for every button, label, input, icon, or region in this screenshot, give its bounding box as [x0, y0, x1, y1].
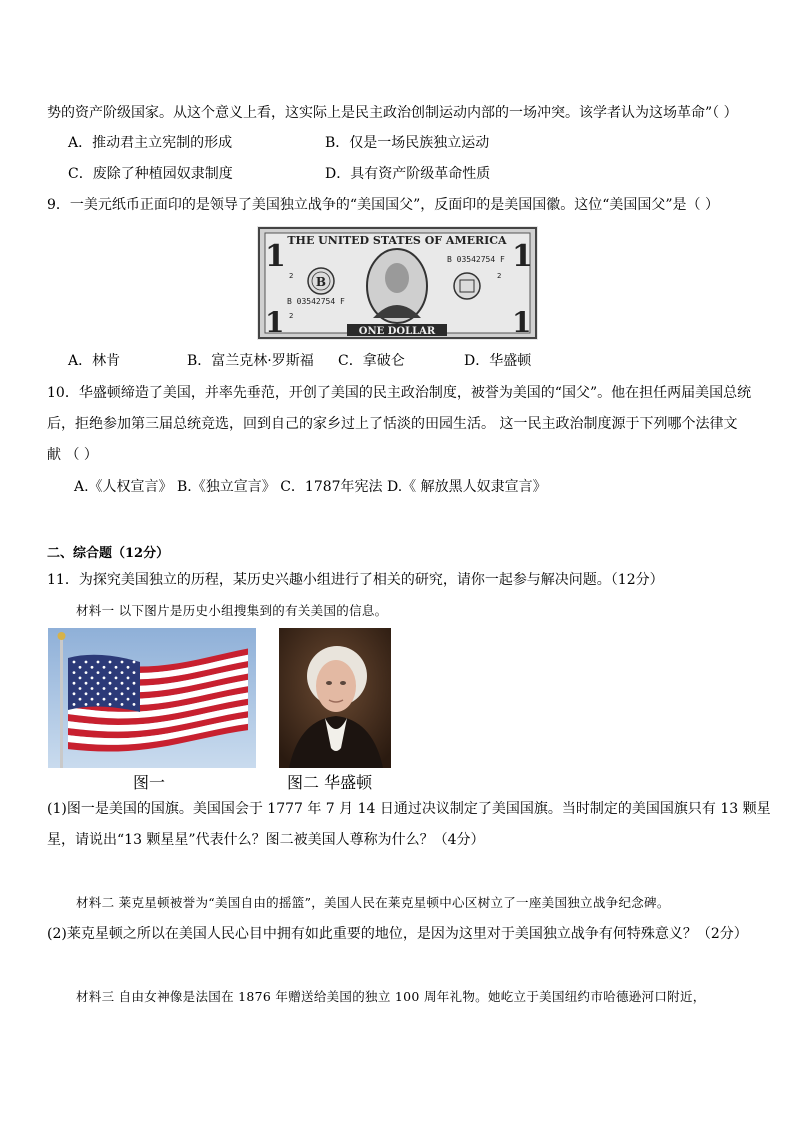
q11-sub1-line-2: 星，请说出“13 颗星星”代表什么？图二被美国人尊称为什么？（4分） — [47, 832, 485, 848]
flag-star — [91, 687, 94, 690]
flag-star — [97, 671, 100, 674]
washington-portrait-image — [279, 628, 391, 768]
flag-star — [115, 666, 118, 669]
flag-star — [73, 682, 76, 685]
flag-star — [133, 661, 136, 664]
flag-star — [103, 666, 106, 669]
bill-small-number-2: 2 — [289, 312, 294, 320]
figure-1-caption: 图一 — [133, 773, 166, 792]
washington-portrait-svg — [279, 628, 391, 768]
q10-options: A.《人权宣言》 B.《独立宣言》 C．1787年宪法 D.《 解放黑人奴隶宣言》 — [74, 479, 547, 495]
q10-line-1: 10．华盛顿缔造了美国，并率先垂范，开创了美国的民主政治制度，被誉为美国的“国父”。他在担任两届美国总统 — [47, 385, 752, 401]
flag-star — [79, 666, 82, 669]
bill-corner-number-tl: 1 — [265, 239, 286, 274]
flag-star — [85, 703, 88, 706]
q8-stem-tail: 势的资产阶级国家。从这个意义上看，这实际上是民主政治创制运动内部的一场冲突。该学者认为这场革命”（ ） — [47, 105, 738, 121]
flag-star — [103, 698, 106, 701]
bill-treasury-seal — [454, 273, 480, 299]
flag-star — [109, 682, 112, 685]
flag-star — [121, 703, 124, 706]
flag-star — [103, 677, 106, 680]
flag-pole-finial — [58, 632, 66, 640]
flag-star — [85, 671, 88, 674]
flag-star — [127, 687, 130, 690]
flag-star — [115, 687, 118, 690]
dollar-bill-image — [257, 226, 538, 340]
portrait-face — [316, 660, 356, 712]
q8-option-c: C．废除了种植园奴隶制度 — [68, 166, 233, 182]
bill-small-number-1: 2 — [289, 272, 294, 280]
flag-star — [97, 692, 100, 695]
material-1: 材料一 以下图片是历史小组搜集到的有关美国的信息。 — [76, 603, 388, 618]
flag-star — [127, 698, 130, 701]
flag-star — [73, 661, 76, 664]
flag-star — [85, 661, 88, 664]
figure-2-caption: 图二 华盛顿 — [287, 773, 373, 792]
bill-portrait-head — [385, 263, 409, 293]
flag-star — [79, 698, 82, 701]
flag-star — [85, 692, 88, 695]
us-flag-svg — [48, 628, 256, 768]
q10-line-2: 后，拒绝参加第三届总统竞选，回到自己的家乡过上了恬淡的田园生活。 这一民主政治制度源于下列哪个法律文 — [47, 416, 738, 432]
bill-top-text: THE UNITED STATES OF AMERICA — [287, 234, 507, 247]
material-3: 材料三 自由女神像是法国在 1876 年赠送给美国的独立 100 周年礼物。她屹立于美国纽约市哈德逊河口附近， — [76, 989, 706, 1004]
q8-option-d: D．具有资产阶级革命性质 — [325, 166, 491, 182]
flag-star — [127, 677, 130, 680]
bill-serial-left: B 03542754 F — [287, 297, 345, 306]
bill-corner-number-bl: 1 — [265, 306, 285, 339]
flag-star — [133, 671, 136, 674]
flag-star — [79, 677, 82, 680]
flag-star — [121, 692, 124, 695]
q11-sub2: (2)莱克星顿之所以在美国人民心目中拥有如此重要的地位，是因为这里对于美国独立战争有何特殊意义？（2分） — [47, 926, 748, 942]
q11-stem: 11．为探究美国独立的历程，某历史兴趣小组进行了相关的研究，请你一起参与解决问题。（12分） — [47, 572, 664, 588]
flag-star — [109, 661, 112, 664]
flag-star — [109, 692, 112, 695]
flag-star — [133, 682, 136, 685]
bill-corner-number-br: 1 — [512, 306, 532, 339]
bill-seal-letter: B — [315, 275, 327, 289]
q10-line-3: 献 （ ） — [47, 447, 98, 463]
flag-star — [121, 661, 124, 664]
flag-star — [133, 692, 136, 695]
q11-sub1-line-1: (1)图一是美国的国旗。美国国会于 1777 年 7 月 14 日通过决议制定了美国国旗。当时制定的美国国旗只有 13 颗星 — [47, 801, 771, 817]
flag-star — [115, 698, 118, 701]
flag-star — [91, 698, 94, 701]
flag-star — [109, 671, 112, 674]
flag-star — [97, 703, 100, 706]
flag-star — [85, 682, 88, 685]
q8-option-b: B．仅是一场民族独立运动 — [325, 135, 490, 151]
q9-option-b: B．富兰克林·罗斯福 — [187, 353, 314, 369]
flag-star — [121, 671, 124, 674]
flag-star — [73, 692, 76, 695]
flag-star — [91, 677, 94, 680]
q9-option-d: D．华盛顿 — [464, 353, 532, 369]
material-2: 材料二 莱克星顿被誉为“美国自由的摇篮”，美国人民在莱克星顿中心区树立了一座美国独立战争纪念碑。 — [76, 895, 670, 910]
flag-star — [121, 682, 124, 685]
q9-option-c: C．拿破仑 — [338, 353, 405, 369]
q8-option-a: A．推动君主立宪制的形成 — [68, 135, 233, 151]
flag-star — [133, 703, 136, 706]
bill-serial-right: B 03542754 F — [447, 255, 505, 264]
flag-star — [97, 661, 100, 664]
section-2-title: 二、综合题（12分） — [47, 546, 170, 561]
flag-star — [73, 703, 76, 706]
flag-star — [115, 677, 118, 680]
q9-option-a: A．林肯 — [68, 353, 121, 369]
q9-stem: 9．一美元纸币正面印的是领导了美国独立战争的“美国国父”，反面印的是美国国徽。这位“美国国父”是（ ） — [47, 197, 719, 213]
flag-star — [109, 703, 112, 706]
us-flag-image — [48, 628, 256, 768]
bill-corner-number-tr: 1 — [512, 239, 533, 274]
flag-canton — [68, 655, 140, 712]
flag-star — [73, 671, 76, 674]
flag-star — [91, 666, 94, 669]
flag-star — [97, 682, 100, 685]
dollar-bill-svg — [257, 226, 538, 340]
flag-star — [103, 687, 106, 690]
bill-small-number-3: 2 — [497, 272, 502, 280]
flag-pole — [60, 636, 63, 768]
flag-star — [127, 666, 130, 669]
bill-bottom-text: ONE DOLLAR — [358, 326, 436, 337]
flag-star — [79, 687, 82, 690]
